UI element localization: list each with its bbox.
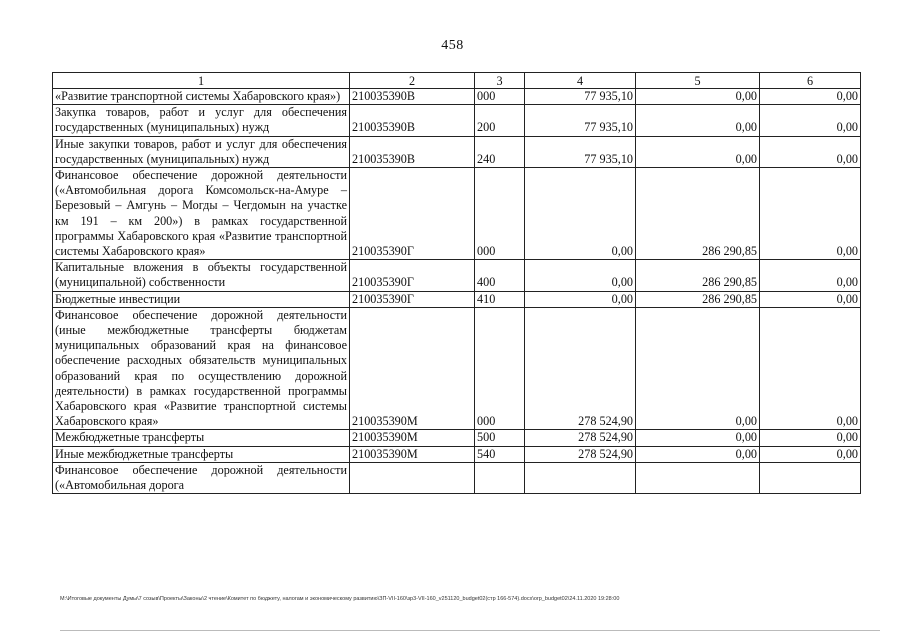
row-col5-cell: 0,00 xyxy=(636,105,760,136)
row-vr-cell: 000 xyxy=(475,89,525,105)
row-vr-cell: 540 xyxy=(475,446,525,462)
row-name-cell: Закупка товаров, работ и услуг для обеспечения государственных (муниципальных) нужд xyxy=(53,105,350,136)
page-edge-divider xyxy=(60,630,880,631)
table-row xyxy=(53,168,861,260)
page-number: 458 xyxy=(441,38,464,53)
budget-table xyxy=(52,72,861,494)
row-code-cell: 210035390Г xyxy=(350,260,475,291)
table-row xyxy=(53,430,861,446)
column-header-3: 3 xyxy=(475,73,525,89)
table-row xyxy=(53,105,861,136)
row-col4-cell: 0,00 xyxy=(525,260,636,291)
row-code-cell: 210035390М xyxy=(350,430,475,446)
row-col5-cell: 0,00 xyxy=(636,307,760,430)
row-col6-cell: 0,00 xyxy=(760,446,861,462)
column-header-5: 5 xyxy=(636,73,760,89)
row-col4-cell xyxy=(525,462,636,493)
table-row xyxy=(53,307,861,430)
row-name-cell: Бюджетные инвестиции xyxy=(53,291,350,307)
column-header-1: 1 xyxy=(53,73,350,89)
row-vr-cell: 400 xyxy=(475,260,525,291)
row-code-cell: 210035390М xyxy=(350,446,475,462)
row-col4-cell: 278 524,90 xyxy=(525,446,636,462)
row-col6-cell: 0,00 xyxy=(760,89,861,105)
table-row xyxy=(53,291,861,307)
row-vr-cell: 240 xyxy=(475,136,525,167)
row-name-cell: Иные закупки товаров, работ и услуг для обеспечения государственных (муниципальных) нужд xyxy=(53,136,350,167)
row-col6-cell: 0,00 xyxy=(760,260,861,291)
table-row xyxy=(53,446,861,462)
table-row xyxy=(53,136,861,167)
row-col6-cell: 0,00 xyxy=(760,168,861,260)
row-col5-cell: 0,00 xyxy=(636,89,760,105)
row-col6-cell: 0,00 xyxy=(760,105,861,136)
row-col5-cell: 0,00 xyxy=(636,446,760,462)
column-header-2: 2 xyxy=(350,73,475,89)
row-col5-cell: 286 290,85 xyxy=(636,291,760,307)
row-name-cell: Финансовое обеспечение дорожной деятельности (иные межбюджетные трансферты бюджетам муниципальных образований края на финансовое обеспечение расходных обязательств муниципальных образований края по осуществлению дорожной деятельности) в рамках государственной программы Хабаровского края «Развитие транспортной системы Хабаровского края» xyxy=(53,307,350,430)
row-col5-cell: 0,00 xyxy=(636,430,760,446)
row-vr-cell: 000 xyxy=(475,168,525,260)
row-code-cell: 210035390М xyxy=(350,307,475,430)
row-col6-cell: 0,00 xyxy=(760,430,861,446)
table-row xyxy=(53,260,861,291)
row-name-cell: Межбюджетные трансферты xyxy=(53,430,350,446)
column-header-4: 4 xyxy=(525,73,636,89)
row-col4-cell: 278 524,90 xyxy=(525,430,636,446)
column-header-6: 6 xyxy=(760,73,861,89)
table-row xyxy=(53,462,861,493)
row-code-cell: 210035390В xyxy=(350,105,475,136)
row-col5-cell: 0,00 xyxy=(636,136,760,167)
row-vr-cell: 200 xyxy=(475,105,525,136)
row-col6-cell: 0,00 xyxy=(760,136,861,167)
table-header-row xyxy=(53,73,861,89)
row-col6-cell: 0,00 xyxy=(760,307,861,430)
row-col6-cell: 0,00 xyxy=(760,291,861,307)
row-code-cell: 210035390В xyxy=(350,136,475,167)
row-col4-cell: 278 524,90 xyxy=(525,307,636,430)
row-code-cell xyxy=(350,462,475,493)
row-vr-cell: 410 xyxy=(475,291,525,307)
row-col5-cell: 286 290,85 xyxy=(636,260,760,291)
row-col4-cell: 77 935,10 xyxy=(525,105,636,136)
row-col5-cell: 286 290,85 xyxy=(636,168,760,260)
row-col4-cell: 77 935,10 xyxy=(525,136,636,167)
row-col4-cell: 0,00 xyxy=(525,291,636,307)
row-code-cell: 210035390Г xyxy=(350,168,475,260)
row-vr-cell: 500 xyxy=(475,430,525,446)
row-col4-cell: 77 935,10 xyxy=(525,89,636,105)
table-row xyxy=(53,89,861,105)
row-code-cell: 210035390В xyxy=(350,89,475,105)
row-name-cell: Капитальные вложения в объекты государственной (муниципальной) собственности xyxy=(53,260,350,291)
row-code-cell: 210035390Г xyxy=(350,291,475,307)
file-path-footer: M:\Итоговые документы Думы\7 созыв\Проекты\Законы\2 чтение\Комитет по бюджету, налогам и экономическому развитию\ЗП-VII-160\зр3-VII-160_v251120_budget02(стр 166-574).docx\orp_budget02\24.11.2020 19:28:00 xyxy=(60,596,620,602)
row-col5-cell xyxy=(636,462,760,493)
row-name-cell: «Развитие транспортной системы Хабаровского края») xyxy=(53,89,350,105)
row-col4-cell: 0,00 xyxy=(525,168,636,260)
row-col6-cell xyxy=(760,462,861,493)
row-name-cell: Иные межбюджетные трансферты xyxy=(53,446,350,462)
row-vr-cell xyxy=(475,462,525,493)
row-name-cell: Финансовое обеспечение дорожной деятельности («Автомобильная дорога Комсомольск-на-Амуре – Березовый – Амгунь – Могды – Чегдомын на участке км 191 – км 200») в рамках государственной программы Хабаровского края «Развитие транспортной системы Хабаровского края» xyxy=(53,168,350,260)
row-name-cell: Финансовое обеспечение дорожной деятельности («Автомобильная дорога xyxy=(53,462,350,493)
row-vr-cell: 000 xyxy=(475,307,525,430)
